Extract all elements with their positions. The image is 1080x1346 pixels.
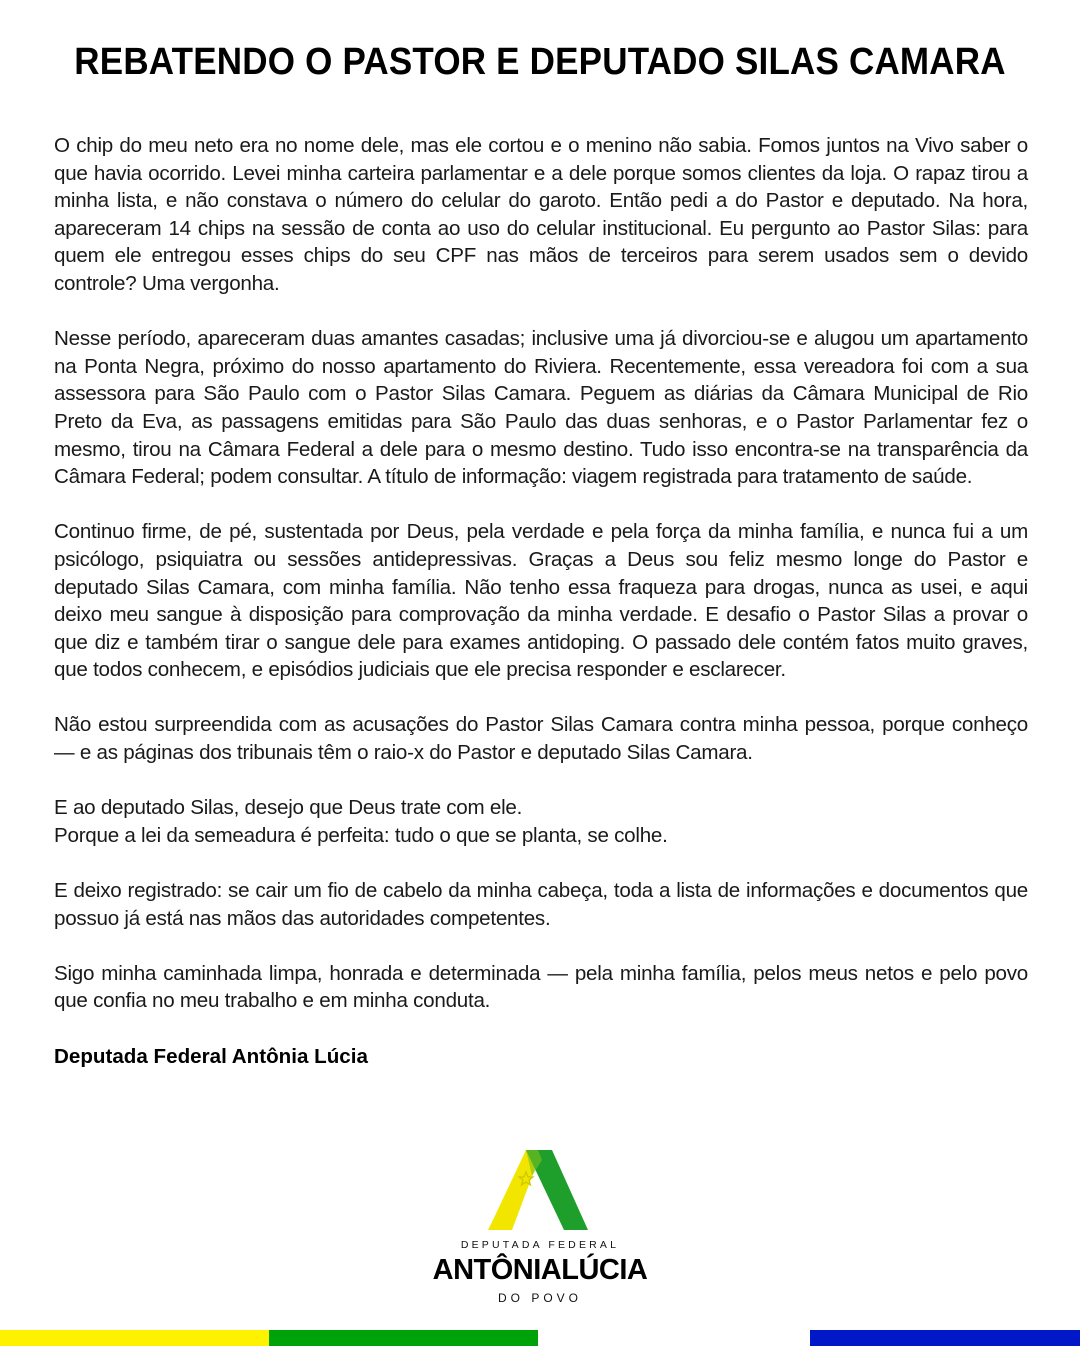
footer-bar-green	[269, 1330, 538, 1346]
footer-bar-yellow	[0, 1330, 269, 1346]
logo-subtitle-bottom: DO POVO	[497, 1291, 582, 1305]
page-title: REBATENDO O PASTOR E DEPUTADO SILAS CAMARA	[74, 40, 1006, 83]
statement-body	[54, 132, 1028, 1070]
paragraph-6: E deixo registrado: se cair um fio de cabelo da minha cabeça, toda a lista de informações e documentos que possuo já está nas mãos das autoridades competentes.	[54, 879, 1028, 930]
paragraph-1: O chip do meu neto era no nome dele, mas ele cortou e o menino não sabia. Fomos juntos na Vivo saber o que havia ocorrido. Levei minha carteira parlamentar e a dele porque somos clientes da loja. O rapaz tirou a minha lista, e não constava o número do celular do garoto. Então pedi a do Pastor e deputado. Na hora, apareceram 14 chips na sessão de conta ao uso do celular institucional. Eu pergunto ao Pastor Silas: para quem ele entregou esses chips do seu CPF nas mãos de terceiros para serem usados sem o devido controle? Uma vergonha.	[54, 134, 1028, 295]
paragraph-4: Não estou surpreendida com as acusações do Pastor Silas Camara contra minha pessoa, porque conheço — e as páginas dos tribunais têm o raio-x do Pastor e deputado Silas Camara.	[54, 713, 1028, 765]
paragraph-7: Sigo minha caminhada limpa, honrada e determinada — pela minha família, pelos meus netos e pelo povo que confia no meu trabalho e em minha conduta.	[54, 961, 1028, 1013]
logo-name: ANTÔNIALÚCIA	[432, 1254, 648, 1286]
paragraph-3: Continuo firme, de pé, sustentada por Deus, pela verdade e pela força da minha família, e nunca fui a um psicólogo, psiquiatra ou sessões antidepressivas. Graças a Deus sou feliz mesmo longe do Pastor e deputado Silas Camara, com minha família. Não tenho essa fraqueza para drogas, nunca as usei, e aqui deixo meu sangue à disposição para comprovação da minha verdade. E desafio o Pastor Silas a provar o que diz e também tirar o sangue dele para exames antidoping. O passado dele contém fatos muito graves, que todos conhecem, e episódios judiciais que ele precisa responder e esclarecer.	[54, 520, 1028, 682]
footer-bar-blue	[810, 1330, 1080, 1346]
logo	[420, 1146, 660, 1311]
signature: Deputada Federal Antônia Lúcia	[54, 1044, 368, 1068]
paragraph-5-line-1: E ao deputado Silas, desejo que Deus trate com ele.	[54, 796, 523, 820]
paragraph-2: Nesse período, apareceram duas amantes casadas; inclusive uma já divorciou-se e alugou um apartamento na Ponta Negra, próximo do nosso apartamento do Riviera. Recentemente, essa vereadora foi com a sua assessora para São Paulo com o Pastor Silas Camara. Peguem as diárias da Câmara Municipal de Rio Preto da Eva, as passagens emitidas para São Paulo das duas senhoras, e o Pastor Parlamentar fez o mesmo, tirou na Câmara Federal a dele para o mesmo destino. Tudo isso encontra-se na transparência da Câmara Federal; podem consultar. A título de informação: viagem registrada para tratamento de saúde.	[54, 327, 1028, 489]
paragraph-5	[54, 794, 1028, 849]
logo-subtitle-top: DEPUTADA FEDERAL	[460, 1239, 620, 1251]
stylized-a-logo-icon	[480, 1146, 600, 1236]
paragraph-5-line-2: Porque a lei da semeadura é perfeita: tudo o que se planta, se colhe.	[54, 823, 668, 847]
